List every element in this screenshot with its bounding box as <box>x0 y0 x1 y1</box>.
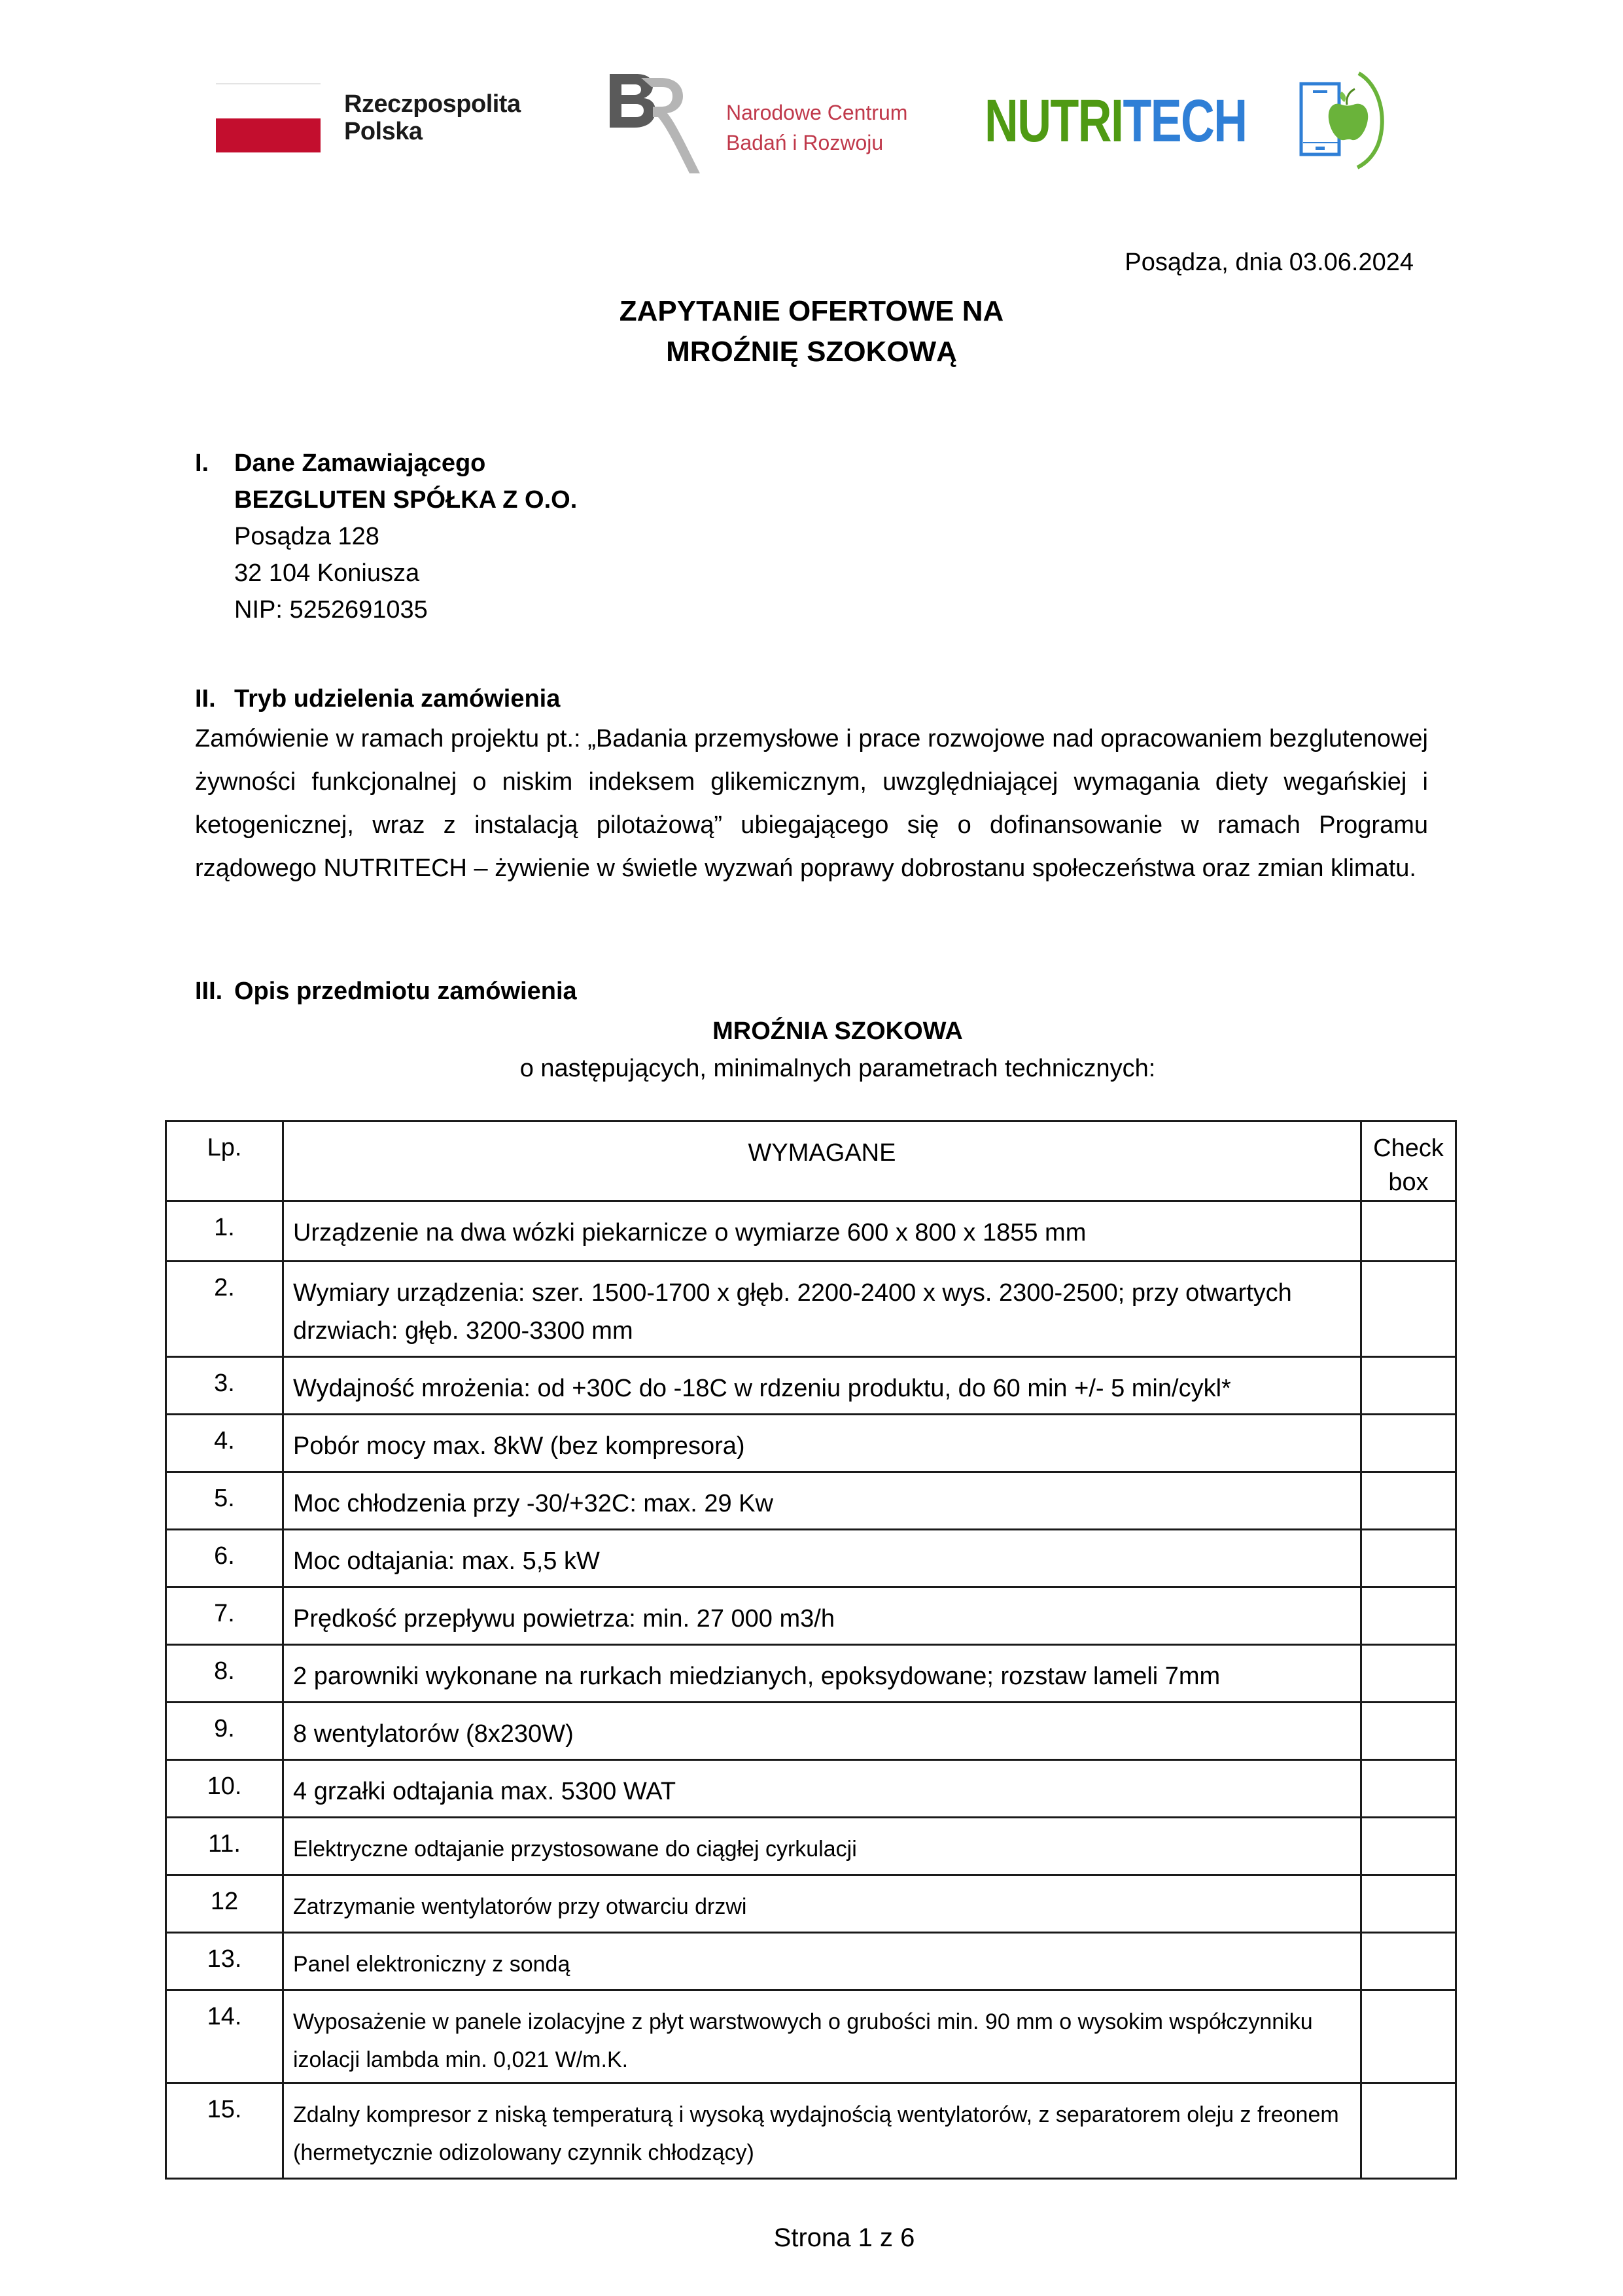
row-checkbox[interactable] <box>1361 1990 1456 2083</box>
table-row <box>166 1760 1456 1818</box>
row-requirement: 8 wentylatorów (8x230W) <box>283 1703 1361 1760</box>
row-number: 10. <box>166 1760 283 1818</box>
row-requirement: Moc odtajania: max. 5,5 kW <box>283 1530 1361 1587</box>
page-number: Strona 1 z 6 <box>773 2223 915 2252</box>
section-number: III. <box>195 978 223 1005</box>
table-row <box>166 1415 1456 1472</box>
section-ordering-party <box>195 445 1428 628</box>
row-number: 5. <box>166 1472 283 1530</box>
table-row <box>166 1201 1456 1262</box>
polish-flag-icon <box>216 83 321 152</box>
table-row <box>166 1587 1456 1645</box>
row-requirement: Pobór mocy max. 8kW (bez kompresora) <box>283 1415 1361 1472</box>
table-header-row <box>166 1122 1456 1201</box>
section-heading: Tryb udzielenia zamówienia <box>234 685 561 713</box>
logo-ncbr-line2: Badań i Rozwoju <box>726 131 884 154</box>
row-checkbox[interactable] <box>1361 1262 1456 1357</box>
row-checkbox[interactable] <box>1361 1760 1456 1818</box>
section-heading: Opis przedmiotu zamówienia <box>234 978 577 1005</box>
table-row <box>166 1990 1456 2083</box>
column-header-required: WYMAGANE <box>283 1122 1361 1201</box>
title-line1: ZAPYTANIE OFERTOWE NA <box>619 295 1004 327</box>
requirements-table <box>165 1120 1457 2180</box>
logo-ncbr-line1: Narodowe Centrum <box>726 101 908 124</box>
row-checkbox[interactable] <box>1361 1357 1456 1415</box>
row-requirement: 4 grzałki odtajania max. 5300 WAT <box>283 1760 1361 1818</box>
section-number: II. <box>195 685 216 713</box>
table-row <box>166 1262 1456 1357</box>
section-heading: Dane Zamawiającego <box>234 450 486 477</box>
row-number: 13. <box>166 1933 283 1990</box>
logo-rp-line2: Polska <box>344 118 423 145</box>
logo-rzeczpospolita-polska <box>216 82 521 154</box>
subject-subtitle: o następujących, minimalnych parametrach technicznych: <box>519 1055 1156 1082</box>
row-checkbox[interactable] <box>1361 1201 1456 1262</box>
row-checkbox[interactable] <box>1361 1587 1456 1645</box>
row-requirement: Elektryczne odtajanie przystosowane do ciągłej cyrkulacji <box>283 1818 1361 1875</box>
row-checkbox[interactable] <box>1361 1645 1456 1703</box>
header-logos <box>216 62 1315 186</box>
nip-number: NIP: 5252691035 <box>234 596 428 624</box>
table-row <box>166 1530 1456 1587</box>
row-number: 6. <box>166 1530 283 1587</box>
address-line1: Posądza 128 <box>234 523 379 550</box>
row-requirement: Zatrzymanie wentylatorów przy otwarciu drzwi <box>283 1875 1361 1933</box>
ncbr-br-monogram-icon <box>595 62 746 180</box>
row-checkbox[interactable] <box>1361 2083 1456 2179</box>
logo-rp-line1: Rzeczpospolita <box>344 90 521 118</box>
row-requirement: 2 parowniki wykonane na rurkach miedzianych, epoksydowane; rozstaw lameli 7mm <box>283 1645 1361 1703</box>
smartphone-apple-icon <box>1282 65 1393 177</box>
row-checkbox[interactable] <box>1361 1703 1456 1760</box>
row-number: 3. <box>166 1357 283 1415</box>
row-number: 14. <box>166 1990 283 2083</box>
table-row <box>166 1645 1456 1703</box>
column-header-checkbox: Check box <box>1361 1122 1456 1201</box>
row-checkbox[interactable] <box>1361 1818 1456 1875</box>
row-number: 4. <box>166 1415 283 1472</box>
row-requirement: Panel elektroniczny z sondą <box>283 1933 1361 1990</box>
logo-nutritech <box>985 65 1393 177</box>
subject-title: MROŹNIA SZOKOWA <box>712 1017 963 1045</box>
table-row <box>166 1933 1456 1990</box>
table-row <box>166 1357 1456 1415</box>
nutritech-wordmark: NUTRITECH <box>985 87 1247 154</box>
table-row <box>166 1472 1456 1530</box>
row-checkbox[interactable] <box>1361 1933 1456 1990</box>
place-date: Posądza, dnia 03.06.2024 <box>1125 249 1414 276</box>
table-row <box>166 1875 1456 1933</box>
row-checkbox[interactable] <box>1361 1875 1456 1933</box>
row-number: 2. <box>166 1262 283 1357</box>
row-number: 12 <box>166 1875 283 1933</box>
address-line2: 32 104 Koniusza <box>234 559 420 587</box>
row-checkbox[interactable] <box>1361 1415 1456 1472</box>
section-body: Zamówienie w ramach projektu pt.: „Badania przemysłowe i prace rozwojowe nad opracowaniem bezglutenowej żywności funkcjonalnej o niskim indeksem glikemicznym, uwzględniającej wymagania diety wegańskiej i ketogenicznej, wraz z instalacją pilotażową” ubiegającego się o dofinansowanie w ramach Programu rządowego NUTRITECH – żywienie w świetle wyzwań poprawy dobrostanu społeczeństwa oraz zmian klimatu. <box>195 725 1428 882</box>
row-requirement: Moc chłodzenia przy -30/+32C: max. 29 Kw <box>283 1472 1361 1530</box>
row-number: 15. <box>166 2083 283 2179</box>
section-number: I. <box>195 450 209 477</box>
table-row <box>166 1818 1456 1875</box>
row-number: 7. <box>166 1587 283 1645</box>
row-number: 9. <box>166 1703 283 1760</box>
row-requirement: Zdalny kompresor z niską temperaturą i wysoką wydajnością wentylatorów, z separatorem oleju z freonem (hermetycznie odizolowany czynnik chłodzący) <box>283 2083 1361 2179</box>
table-row <box>166 1703 1456 1760</box>
row-checkbox[interactable] <box>1361 1530 1456 1587</box>
row-requirement: Wyposażenie w panele izolacyjne z płyt warstwowych o grubości min. 90 mm o wysokim współczynniku izolacji lambda min. 0,021 W/m.K. <box>283 1990 1361 2083</box>
section-procurement-mode <box>195 680 1428 890</box>
row-requirement: Urządzenie na dwa wózki piekarnicze o wymiarze 600 x 800 x 1855 mm <box>283 1201 1361 1262</box>
table-row <box>166 2083 1456 2179</box>
section-subject-description <box>195 973 1428 1010</box>
company-name: BEZGLUTEN SPÓŁKA Z O.O. <box>234 486 578 514</box>
title-line2: MROŹNIĘ SZOKOWĄ <box>666 336 957 368</box>
row-requirement: Wymiary urządzenia: szer. 1500-1700 x głęb. 2200-2400 x wys. 2300-2500; przy otwartych drzwiach: głęb. 3200-3300 mm <box>283 1262 1361 1357</box>
page-title <box>0 291 1623 372</box>
row-number: 8. <box>166 1645 283 1703</box>
row-requirement: Prędkość przepływu powietrza: min. 27 000 m3/h <box>283 1587 1361 1645</box>
logo-ncbr <box>595 62 907 180</box>
row-number: 1. <box>166 1201 283 1262</box>
column-header-lp: Lp. <box>166 1122 283 1201</box>
row-requirement: Wydajność mrożenia: od +30C do -18C w rdzeniu produktu, do 60 min +/- 5 min/cykl* <box>283 1357 1361 1415</box>
row-number: 11. <box>166 1818 283 1875</box>
row-checkbox[interactable] <box>1361 1472 1456 1530</box>
